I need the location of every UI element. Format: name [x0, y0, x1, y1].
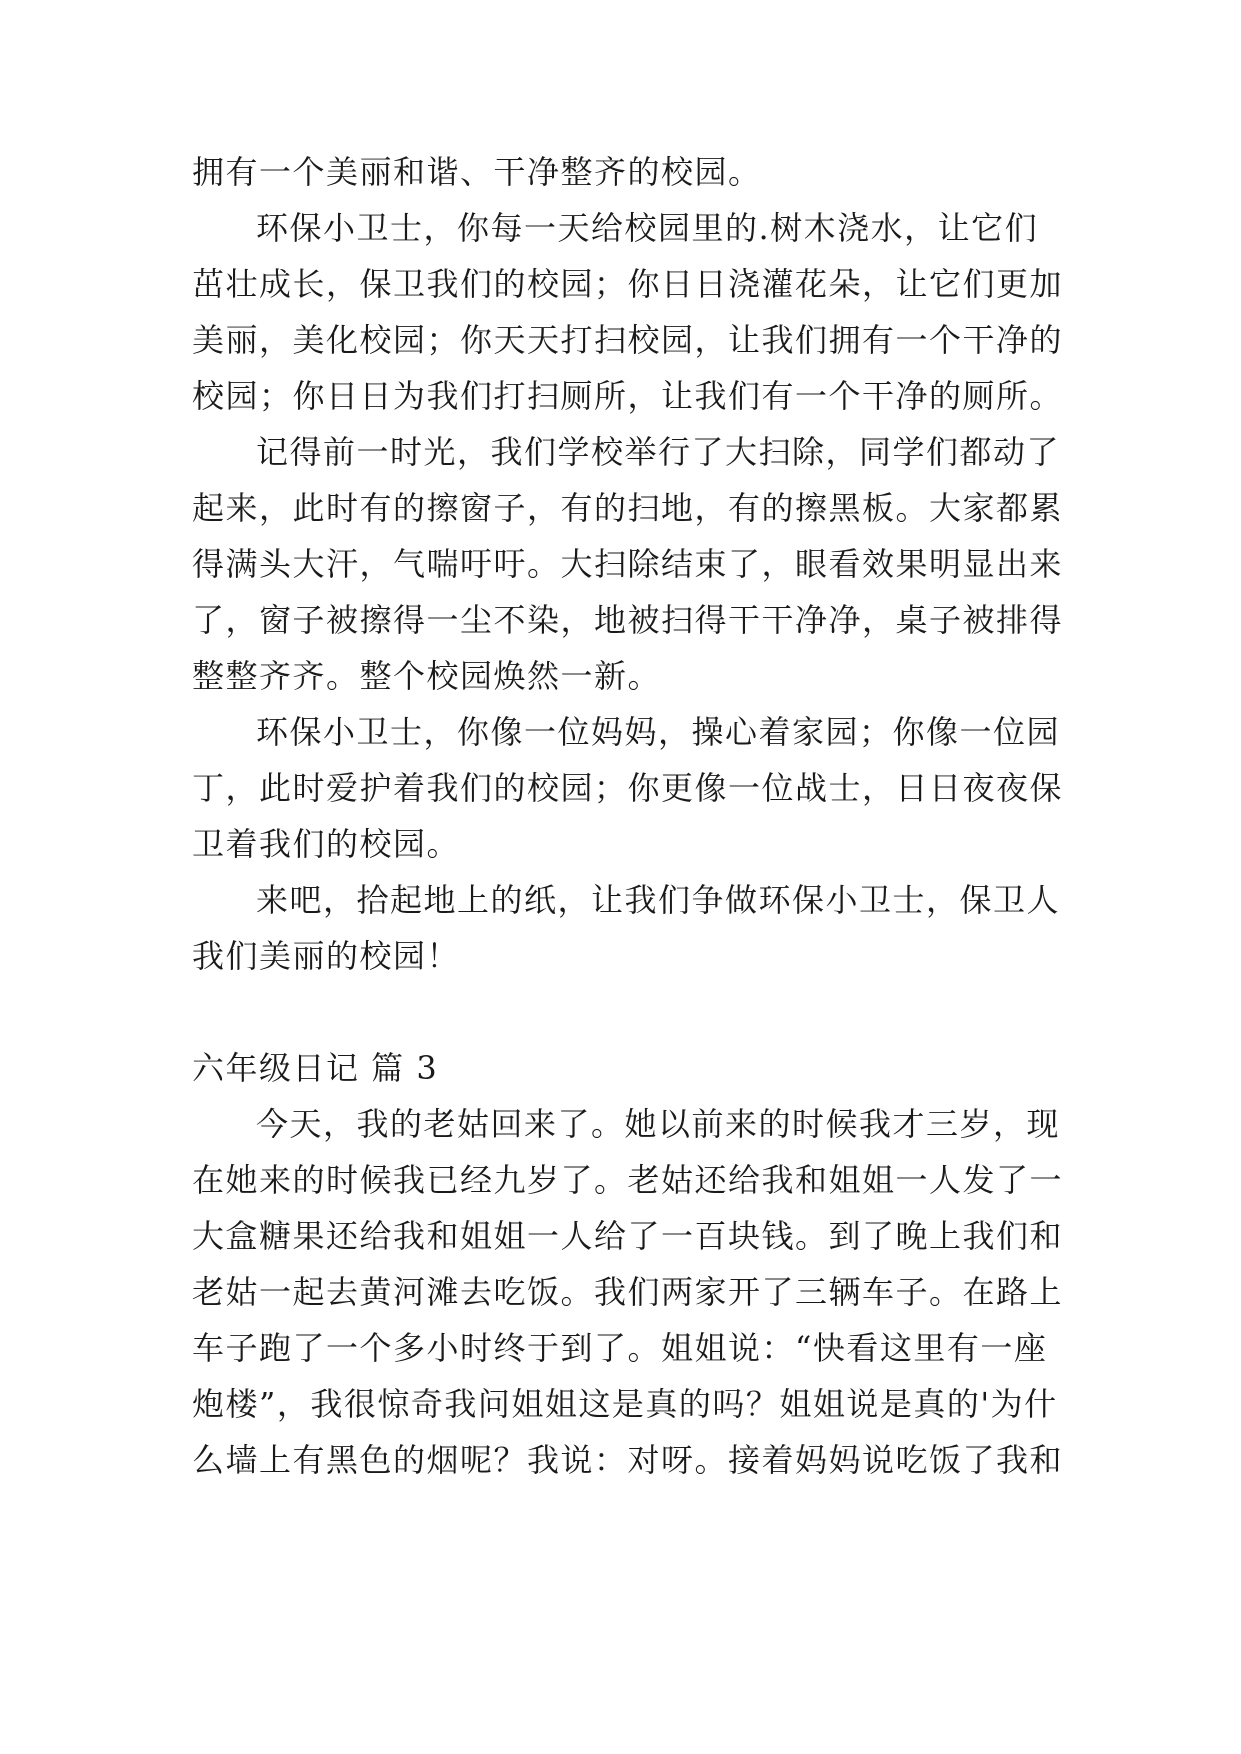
text-line: 么墙上有黑色的烟呢？我说：对呀。接着妈妈说吃饭了我和	[192, 1441, 1064, 1479]
text-line: 我们美丽的校园！	[192, 937, 461, 975]
section-heading: 六年级日记 篇 3	[192, 1049, 439, 1087]
text-line: 了，窗子被擦得一尘不染，地被扫得干干净净，桌子被排得	[192, 601, 1064, 639]
text-line: 美丽，美化校园；你天天打扫校园，让我们拥有一个干净的	[192, 321, 1064, 359]
paragraph-first-line: 环保小卫士，你像一位妈妈，操心着家园；你像一位园	[256, 713, 1061, 751]
text-line: 车子跑了一个多小时终于到了。姐姐说：“快看这里有一座	[192, 1329, 1048, 1367]
text-line: 卫着我们的校园。	[192, 825, 461, 863]
text-line: 炮楼”，我很惊奇我问姐姐这是真的吗？姐姐说是真的'为什	[192, 1385, 1058, 1423]
text-line: 在她来的时候我已经九岁了。老姑还给我和姐姐一人发了一	[192, 1161, 1064, 1199]
paragraph-first-line: 环保小卫士，你每一天给校园里的.树木浇水，让它们	[256, 209, 1039, 247]
text-line: 老姑一起去黄河滩去吃饭。我们两家开了三辆车子。在路上	[192, 1273, 1064, 1311]
paragraph-first-line: 来吧，拾起地上的纸，让我们争做环保小卫士，保卫人	[256, 881, 1061, 919]
text-line: 拥有一个美丽和谐、干净整齐的校园。	[192, 153, 762, 191]
text-line: 茁壮成长，保卫我们的校园；你日日浇灌花朵，让它们更加	[192, 265, 1064, 303]
paragraph-first-line: 记得前一时光，我们学校举行了大扫除，同学们都动了	[256, 433, 1061, 471]
text-line: 校园；你日日为我们打扫厕所，让我们有一个干净的厕所。	[192, 377, 1064, 415]
text-line: 大盒糖果还给我和姐姐一人给了一百块钱。到了晚上我们和	[192, 1217, 1064, 1255]
text-line: 丁，此时爱护着我们的校园；你更像一位战士，日日夜夜保	[192, 769, 1064, 807]
text-line: 得满头大汗，气喘吁吁。大扫除结束了，眼看效果明显出来	[192, 545, 1064, 583]
paragraph-first-line: 今天，我的老姑回来了。她以前来的时候我才三岁，现	[256, 1105, 1061, 1143]
text-line: 起来，此时有的擦窗子，有的扫地，有的擦黑板。大家都累	[192, 489, 1064, 527]
text-line: 整整齐齐。整个校园焕然一新。	[192, 657, 662, 695]
